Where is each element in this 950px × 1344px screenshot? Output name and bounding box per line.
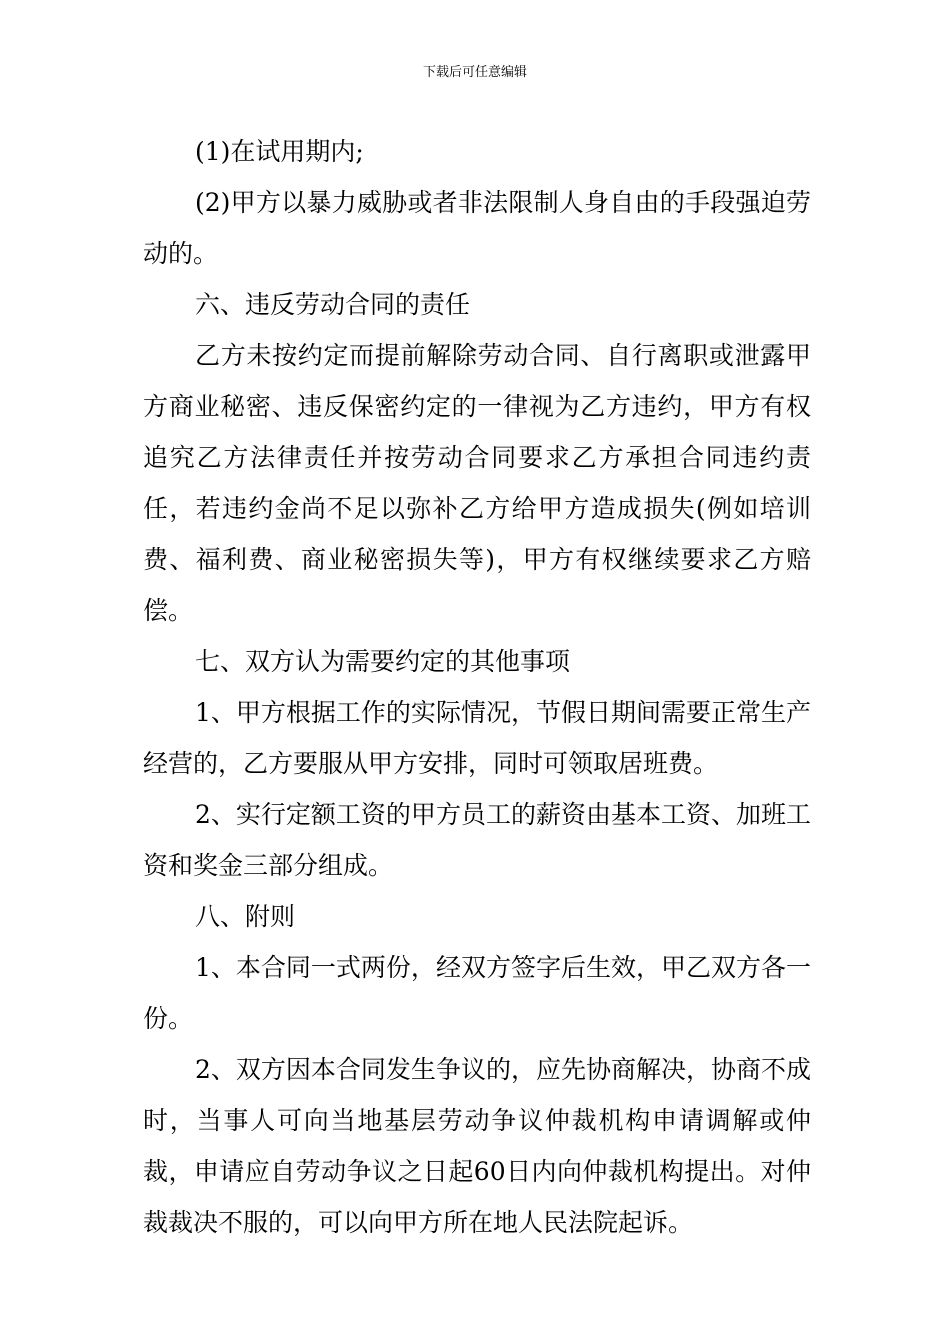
section-heading-8: 八、附则 xyxy=(195,902,296,931)
paragraph-breach-liability: 乙方未按约定而提前解除劳动合同、自行离职或泄露甲方商业秘密、违反保密约定的一律视为乙方违约，甲方有权追究乙方法律责任并按劳动合同要求乙方承担合同违约责任，若违约金尚不足以弥补乙方给甲方造成损失(例如培训费、福利费、商业秘密损失等)，甲方有权继续要求乙方赔偿。 xyxy=(143,341,811,625)
paragraph-probation: (1)在试用期内; xyxy=(195,137,364,166)
paragraph-dispute-resolution: 2、双方因本合同发生争议的，应先协商解决，协商不成时，当事人可向当地基层劳动争议仲裁机构申请调解或仲裁，申请应自劳动争议之日起60日内向仲裁机构提出。对仲裁裁决不服的，可以向甲方所在地人民法院起诉。 xyxy=(143,1055,811,1237)
page-header: 下载后可任意编辑 xyxy=(422,65,527,80)
paragraph-copies: 1、本合同一式两份，经双方签字后生效，甲乙双方各一份。 xyxy=(143,953,811,1033)
paragraph-forced-labor: (2)甲方以暴力威胁或者非法限制人身自由的手段强迫劳动的。 xyxy=(143,188,811,268)
paragraph-holiday-work: 1、甲方根据工作的实际情况，节假日期间需要正常生产经营的，乙方要服从甲方安排，同时可领取居班费。 xyxy=(143,698,811,778)
section-heading-7: 七、双方认为需要约定的其他事项 xyxy=(195,647,571,676)
paragraph-salary-structure: 2、实行定额工资的甲方员工的薪资由基本工资、加班工资和奖金三部分组成。 xyxy=(143,800,811,880)
document-body xyxy=(143,126,811,1248)
section-heading-6: 六、违反劳动合同的责任 xyxy=(195,290,471,319)
